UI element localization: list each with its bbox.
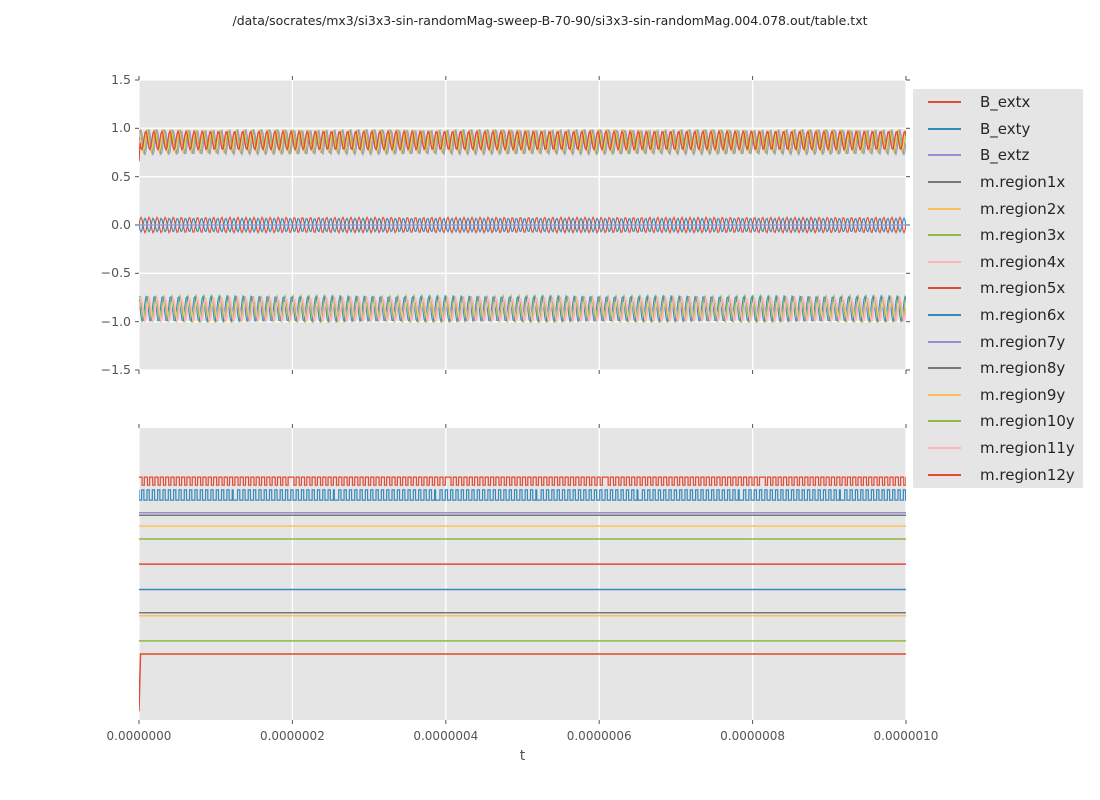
x-tick-label: 0.0000008 <box>720 729 786 743</box>
upper-axes-canvas <box>139 80 906 370</box>
legend-entry <box>913 196 1083 222</box>
legend-entry <box>913 275 1083 301</box>
legend-entry <box>913 222 1083 248</box>
legend-line-sample <box>928 420 961 422</box>
legend-label: m.region2x <box>980 199 1066 218</box>
legend-line-sample <box>928 394 961 396</box>
legend-entry <box>913 382 1083 408</box>
y-tick-label: 0.5 <box>111 168 131 184</box>
legend-entry <box>913 249 1083 275</box>
legend-label: m.region4x <box>980 252 1066 271</box>
legend-entry <box>913 329 1083 355</box>
legend-line-sample <box>928 208 961 210</box>
legend-label: B_exty <box>980 119 1031 138</box>
lower-axes-canvas <box>139 428 906 720</box>
legend-label: m.region6x <box>980 306 1066 325</box>
legend-label: m.region12y <box>980 465 1075 484</box>
y-tick-label: −1.5 <box>100 362 131 377</box>
legend-entry <box>913 142 1083 168</box>
legend-entry <box>913 355 1083 381</box>
x-tick-label: 0.0000002 <box>259 729 325 743</box>
legend-entry <box>913 116 1083 142</box>
legend-label: B_extz <box>980 146 1030 165</box>
x-axis-label: t <box>519 748 526 764</box>
x-tick-label: 0.0000000 <box>106 729 172 743</box>
y-tick-label: 1.0 <box>111 120 131 136</box>
legend-label: m.region10y <box>980 412 1075 431</box>
legend-line-sample <box>928 314 961 316</box>
legend-label: m.region8y <box>980 359 1066 378</box>
legend-line-sample <box>928 287 961 289</box>
legend-line-sample <box>928 128 961 130</box>
y-tick-label: −1.0 <box>100 313 131 329</box>
legend-line-sample <box>928 367 961 369</box>
legend-label: m.region3x <box>980 226 1066 245</box>
legend-line-sample <box>928 447 961 449</box>
legend-label: m.region9y <box>980 385 1066 404</box>
legend-line-sample <box>928 101 961 103</box>
x-tick-label: 0.0000010 <box>873 729 939 743</box>
legend-line-sample <box>928 261 961 263</box>
legend-line-sample <box>928 181 961 183</box>
legend-line-sample <box>928 341 961 343</box>
legend-entry <box>913 302 1083 328</box>
x-tick-label: 0.0000004 <box>413 729 479 743</box>
x-tick-label: 0.0000006 <box>566 729 632 743</box>
legend-line-sample <box>928 474 961 476</box>
legend-label: m.region7y <box>980 332 1066 351</box>
upper-axes <box>139 80 906 370</box>
y-tick-label: 1.5 <box>111 72 131 87</box>
legend-entry <box>913 462 1083 488</box>
legend-line-sample <box>928 154 961 156</box>
legend-line-sample <box>928 234 961 236</box>
lower-axes <box>139 428 906 720</box>
legend-label: m.region11y <box>980 439 1075 458</box>
y-tick-label: 0.0 <box>111 217 131 232</box>
legend-label: m.region5x <box>980 279 1066 298</box>
legend-entry <box>913 408 1083 434</box>
legend-entry <box>913 435 1083 461</box>
legend <box>913 89 1083 488</box>
legend-entry <box>913 169 1083 195</box>
legend-label: m.region1x <box>980 173 1066 192</box>
legend-entry <box>913 89 1083 115</box>
legend-label: B_extx <box>980 93 1031 112</box>
plot-title: /data/socrates/mx3/si3x3-sin-randomMag-sweep-B-70-90/si3x3-sin-randomMag.004.078.out/table.txt <box>232 13 868 28</box>
y-tick-label: −0.5 <box>100 265 131 281</box>
